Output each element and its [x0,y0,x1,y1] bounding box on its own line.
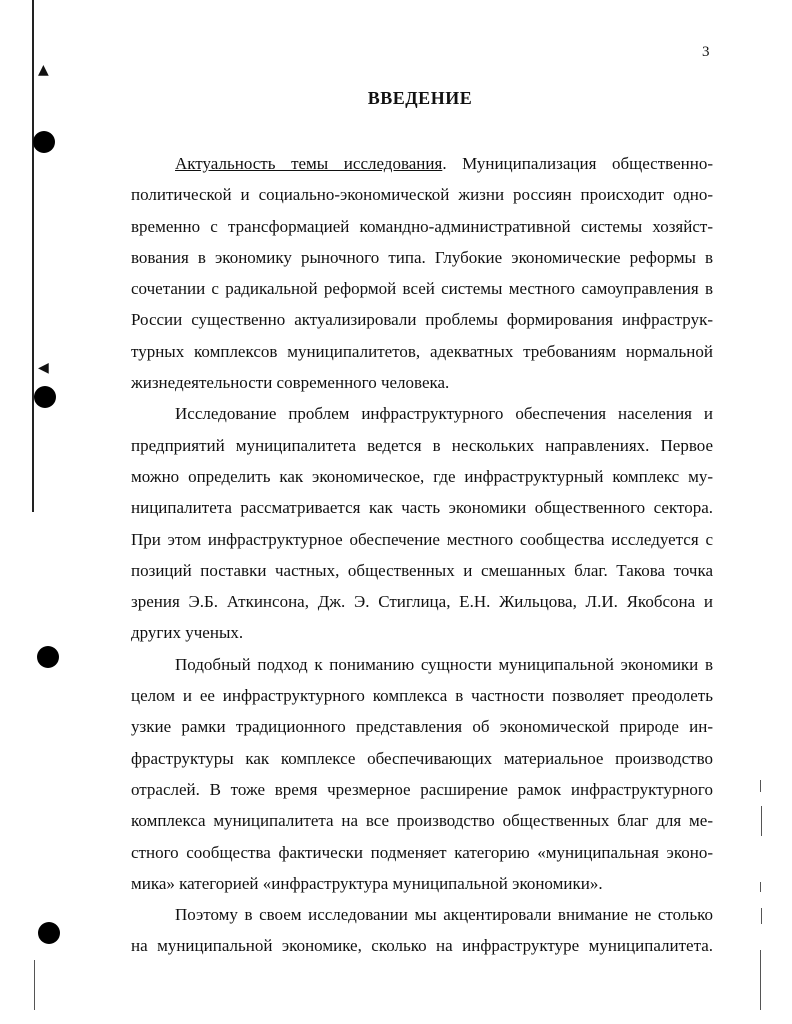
text-line: позиций поставки частных, общественных и смешанных благ. Такова точка [131,560,713,580]
scan-speck [760,882,761,892]
text-line: других ученых. [131,623,244,643]
scan-mark: ◀ [38,360,49,376]
text-line: временно с трансформацией командно-административной системы хозяйст- [131,216,713,236]
text-line: При этом инфраструктурное обеспечение местного сообщества исследуется с [131,529,713,549]
text-line: Подобный подход к пониманию сущности муниципальной экономики в [175,654,713,674]
text-line: Исследование проблем инфраструктурного обеспечения населения и [175,404,713,424]
page-title: ВВЕДЕНИЕ [367,88,473,108]
scan-speck [760,780,761,792]
text-line: целом и ее инфраструктурного комплекса в частности позволяет преодолеть [131,686,713,706]
text-line: ниципалитета рассматривается как часть экономики общественного сектора. [131,498,713,518]
punch-hole [34,386,56,408]
text-line: на муниципальной экономике, сколько на инфраструктуре муниципалитета. [131,936,713,956]
text-line: узкие рамки традиционного представления об экономической природе ин- [131,717,713,737]
text-line: Поэтому в своем исследовании мы акцентировали внимание не столько [175,905,713,925]
text-line: предприятий муниципалитета ведется в нескольких направлениях. Первое [131,435,713,455]
scan-mark: ▲ [38,62,49,78]
text-line: России существенно актуализировали проблемы формирования инфраструк- [131,310,713,330]
punch-hole [38,922,60,944]
text-line: комплекса муниципалитета на все производство общественных благ для ме- [131,811,713,831]
paragraph-first-line [131,148,713,179]
text-line: жизнедеятельности современного человека. [131,373,450,393]
topic-relevance-heading: Актуальность темы исследования [175,154,443,173]
page-number: 3 [702,44,710,60]
body-text [131,148,713,962]
scan-speck [761,908,762,924]
text-line: зрения Э.Б. Аткинсона, Дж. Э. Стиглица, Е.Н. Жильцова, Л.И. Якобсона и [131,592,713,612]
punch-hole [33,131,55,153]
text-line: вования в экономику рыночного типа. Глубокие экономические реформы в [131,247,713,267]
text-line: политической и социально-экономической жизни россиян происходит одно- [131,185,713,205]
scan-speck [761,806,762,836]
text-line: турных комплексов муниципалитетов, адекватных требованиям нормальной [131,341,713,361]
text-line: мика» категорией «инфраструктура муниципальной экономики». [131,873,603,893]
text-line: можно определить как экономическое, где инфраструктурный комплекс му- [131,466,713,486]
binding-margin-line [32,0,34,512]
text-line: сочетании с радикальной реформой всей системы местного самоуправления в [131,279,713,299]
scan-speck [760,950,761,1010]
text-line: фраструктуры как комплексе обеспечивающих материальное производство [131,748,713,768]
text-line: стного сообщества фактически подменяет категорию «муниципальная эконо- [131,842,713,862]
scan-speck [34,960,35,1010]
punch-hole [37,646,59,668]
paragraph-text: . Муниципализация общественно- [442,154,713,173]
text-line: отраслей. В тоже время чрезмерное расширение рамок инфраструктурного [131,779,713,799]
